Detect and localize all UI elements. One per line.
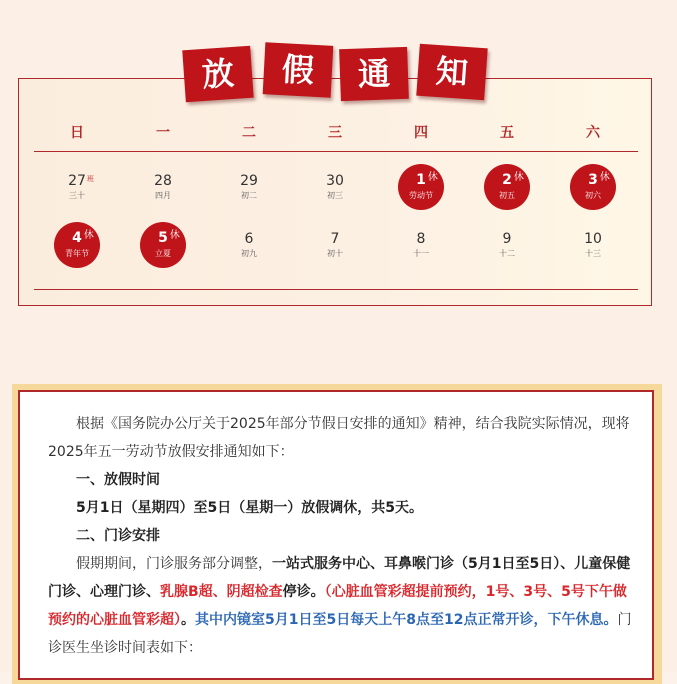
calendar-day [206, 228, 292, 278]
notice-title [180, 44, 490, 104]
holiday-circle [570, 164, 616, 210]
day-number [158, 230, 180, 246]
day-num-text: 10 [584, 231, 602, 247]
day-num-text: 28 [154, 173, 172, 189]
calendar-day [120, 228, 206, 278]
day-num-text: 8 [416, 231, 426, 247]
title-char: 通 [339, 47, 409, 101]
holiday-circle [54, 222, 100, 268]
lunar-label: 初九 [241, 249, 257, 258]
lunar-label: 初六 [585, 191, 601, 200]
rest-mark: 休 [427, 172, 438, 183]
rest-mark: 休 [599, 172, 610, 183]
day-number [68, 173, 94, 189]
lunar-label: 劳动节 [409, 191, 433, 200]
weekday-sun: 日 [70, 125, 84, 141]
day-num-text: 4 [72, 230, 82, 246]
lunar-label: 四月 [155, 191, 171, 200]
text: 假期期间，门诊服务部分调整， [76, 556, 272, 572]
day-number [240, 173, 258, 189]
calendar-day [34, 228, 120, 278]
weekday-fri: 五 [500, 125, 514, 141]
section-heading: 一、放假时间 [76, 472, 160, 488]
day-num-text: 7 [330, 231, 340, 247]
day-number [417, 231, 426, 247]
day-number [584, 231, 602, 247]
title-char: 假 [263, 42, 334, 97]
day-number [326, 173, 344, 189]
rest-mark: 休 [169, 230, 180, 241]
day-number [331, 231, 340, 247]
calendar-day [378, 170, 464, 220]
lunar-label: 初二 [241, 191, 257, 200]
calendar-day [464, 170, 550, 220]
lunar-label: 初五 [499, 191, 515, 200]
day-num-text: 6 [244, 231, 254, 247]
title-char: 知 [416, 44, 487, 101]
calendar-day [120, 170, 206, 220]
text: 一站式服务中心、耳鼻喉门诊（5月1日至5日）、儿童保健门诊、心理门诊、 [48, 556, 631, 600]
day-num-text: 27 [68, 173, 86, 189]
lunar-label: 十一 [413, 249, 429, 258]
holiday-period: 5月1日（星期四）至5日（星期一）放假调休，共5天。 [76, 500, 423, 516]
section-heading: 二、门诊安排 [76, 528, 160, 544]
weekday-sat: 六 [586, 125, 600, 141]
calendar-day [550, 228, 636, 278]
text: 。 [181, 612, 195, 628]
weekday-thu: 四 [414, 125, 428, 141]
day-num-text: 5 [158, 230, 168, 246]
lunar-label: 十三 [585, 249, 601, 258]
holiday-circle [140, 222, 186, 268]
text: 停诊。 [282, 584, 325, 600]
lunar-label: 初十 [327, 249, 343, 258]
weekday-header [34, 122, 638, 146]
weekday-wed: 三 [328, 125, 342, 141]
calendar-day [206, 170, 292, 220]
holiday-circle [398, 164, 444, 210]
intro-paragraph: 根据《国务院办公厅关于2025年部分节假日安排的通知》精神，结合我院实际情况，现将2025年五一劳动节放假安排通知如下： [48, 416, 630, 460]
lunar-label: 十二 [499, 249, 515, 258]
day-number [245, 231, 254, 247]
day-number [72, 230, 94, 246]
weekday-mon: 一 [156, 125, 170, 141]
text: （心脏血管彩超提前预约，1号、3号、5号下午做预约的心脏血管彩超） [48, 584, 627, 628]
day-number [588, 172, 610, 188]
clinic-arrangement [48, 550, 636, 662]
workday-mark: 班 [86, 175, 94, 183]
day-num-text: 29 [240, 173, 258, 189]
lunar-label: 立夏 [155, 249, 171, 258]
day-num-text: 9 [502, 231, 512, 247]
day-num-text: 1 [416, 172, 426, 188]
calendar-day [378, 228, 464, 278]
title-char: 放 [182, 46, 253, 103]
calendar-day [292, 228, 378, 278]
lunar-label: 青年节 [65, 249, 89, 258]
day-number [503, 231, 512, 247]
calendar-day [550, 170, 636, 220]
rest-mark: 休 [513, 172, 524, 183]
day-num-text: 3 [588, 172, 598, 188]
day-number [154, 173, 172, 189]
text: 门诊医生坐诊时间表如下： [48, 612, 632, 656]
day-number [502, 172, 524, 188]
calendar-day [34, 170, 120, 220]
text: 其中内镜室5月1日至5日每天上午8点至12点正常开诊，下午休息。 [195, 612, 618, 628]
day-number [416, 172, 438, 188]
day-num-text: 30 [326, 173, 344, 189]
holiday-circle [484, 164, 530, 210]
rest-mark: 休 [83, 230, 94, 241]
divider [34, 151, 638, 152]
calendar-day [292, 170, 378, 220]
divider [34, 289, 638, 290]
text: 乳腺B超、阴超检查 [160, 584, 283, 600]
lunar-label: 三十 [69, 191, 85, 200]
calendar-day [464, 228, 550, 278]
weekday-tue: 二 [242, 125, 256, 141]
notice-body [18, 390, 654, 680]
day-num-text: 2 [502, 172, 512, 188]
lunar-label: 初三 [327, 191, 343, 200]
